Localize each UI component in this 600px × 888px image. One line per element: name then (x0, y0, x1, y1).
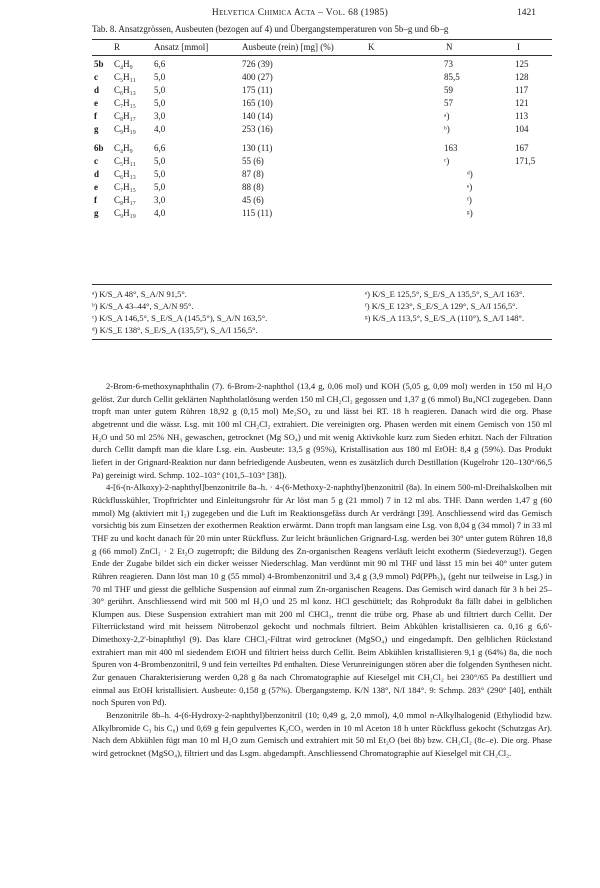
footnote: ᵍ) K/S_A 113,5°, S_E/S_A (110°), S_A/I 148°. (365, 313, 524, 323)
table-cell: 5,0 (154, 182, 166, 192)
table-cell: 4,0 (154, 124, 166, 134)
table-cell: C₆H₁₃ (114, 169, 136, 179)
col-header-n: N (446, 42, 453, 52)
body-text (92, 380, 552, 760)
table-cell: C₄H₉ (114, 59, 133, 69)
table-cell: 5,0 (154, 85, 166, 95)
table-caption: Tab. 8. Ansatzgrössen, Ausbeuten (bezogen auf 4) und Übergangstemperaturen von 5b–g und 6b–g (92, 24, 449, 34)
table-cell: 5,0 (154, 72, 166, 82)
table-cell: 5,0 (154, 156, 166, 166)
table-cell: 57 (444, 98, 453, 108)
table-row (92, 168, 552, 181)
table-cell: 253 (16) (242, 124, 273, 134)
table-cell: ᶠ) (467, 195, 472, 205)
table-cell: 73 (444, 59, 453, 69)
table-cell: e (94, 182, 98, 192)
table-cell: d (94, 169, 100, 179)
table-cell: c (94, 72, 98, 82)
table-cell: 6,6 (154, 143, 166, 153)
table-cell: ᵃ) (444, 111, 450, 121)
table-cell: C₈H₁₇ (114, 111, 136, 121)
footnote: ᵈ) K/S_E 138°, S_E/S_A (135,5°), S_A/I 156,5°. (92, 325, 258, 335)
table-cell: 5,0 (154, 169, 166, 179)
table-cell: 104 (515, 124, 529, 134)
table-row (92, 207, 552, 220)
table-cell: 165 (10) (242, 98, 273, 108)
table-row (92, 155, 552, 168)
paragraph-benzonitrile-8b-h: Benzonitrile 8b–h. 4-(6-Hydroxy-2-naphthyl)benzonitril (10; 0,49 g, 2,0 mmol), 4,0 mmol n-Alkylhalogenid (Ethyliodid bzw. Alkylbromide C₃ bis C₈) und 0,69 g fein gepulvertes K₂CO₃ werden in 10 ml Aceton 18 h unter Rückfluss gekocht (Schutzgas Ar). Nach dem Abkühlen fügt man 10 ml H₂O zum Gemisch und extrahiert mit 50 ml Et₂O (bei 8b) bzw. CH₂Cl₂ (8c–e). Die org. Phase wird getrocknet (MgSO₄), filtriert und das Lsgm. abgedampft. Anschliessend Chromatographie auf Kieselgel mit CH₂Cl₂. (92, 710, 552, 759)
paragraph-benzonitrile-8a: 4-[6-(n-Alkoxy)-2-naphthyl]benzonitrile 8a–h. · 4-(6-Methoxy-2-naphthyl)benzonitril (8a). In einem 500-ml-Dreihalskolben mit Rückflusskühler, Tropftrichter und Einleitungsrohr für Ar löst man 5 g (21 mmol) 7 in 12 ml abs. THF. Dann werden 1,47 g (60 mmol) Mg (aktiviert mit I₂) zugegeben und die Luft im Reaktionsgefäss durch Ar verdrängt [39]. Anschliessend wird das Gemisch vorsichtig bis zum Einsetzen der exothermen Reaktion erwärmt. Dann tropft man langsam eine Lsg. von 8,04 g (34 mmol) 7 in 33 ml THF zu und kocht danach für 20 min unter Rückfluss. Zur leicht bräunlichen Grignard-Lsg. werden bei 30° unter gutem Rühren 18,8 g (66 mmol) ZnCl₂ · 2 Et₂O zugetropft; die Bildung des Zn-organischen Reagens verläuft leicht exotherm (Siedeverzug!). Gegen Ende der Zugabe bildet sich ein dicker weisser Niederschlag. Man verdünnt mit 90 ml THF und lässt 15 min bei 40° unter gutem Rühren reagieren. Dann löst man 10 g (55 mmol) 4-Brombenzonitril und 3,4 g (3,9 mmol) Pd(PPh₃)₄ (geht nur teilweise in Lsg.) in 70 ml THF und giesst die gelbliche Suspension auf einmal zum Zn-organischen Reagens. Das Gemisch wird danach für 3 h bei 25–30° gerührt. Anschliessend wird mit 500 ml H₂O und 25 ml konz. HCl geschüttelt; das Rohprodukt 8a fällt dabei in gelblichen Klumpen aus. Diese Suspension extrahiert man mit 200 ml CHCl₃, trennt die trübe org. Phase ab und filtriert durch Cellit. Der Filterrückstand wird mit heissem Nitrobenzol gekocht und nochmals filtriert. Beim Abkühlen kristallisieren ca. 0,16 g 6,6'-Dimethoxy-2,2'-binaphthyl (9). Das klare CHCl₃-Filtrat wird getrocknet (MgSO₄) und eingedampft. Den gelblichen Rückstand extrahiert man mit 400 ml siedendem EtOH und filtriert heiss durch Cellit. Beim Abkühlen kristallisieren 9,1 g (64%) 8a, die noch Spuren von 4-Brombenzonitril, 9 und fein verteiltes Pd enthalten. Diese Verunreinigungen stören aber die folgenden Synthesen nicht. Zur genauen Charakterisierung werden 0,28 g 8a nach Chromatographie auf Kieselgel mit CH₂Cl₂ bei 230°/65 Pa destilliert und einmal aus EtOH kristallisiert. Ausbeute: 0,158 g (57%). Übergangstemp. K/N 138°, N/I 184°. 9: Schmp. 283° (290° [40], enthält noch Spuren von Pd). (92, 482, 552, 708)
table-cell: 88 (8) (242, 182, 264, 192)
table-cell: 113 (515, 111, 529, 121)
table-cell: 171,5 (515, 156, 536, 166)
table-cell: 87 (8) (242, 169, 264, 179)
col-header-i: I (517, 42, 520, 52)
col-header-ansatz: Ansatz [mmol] (154, 42, 209, 52)
table-row (92, 84, 552, 97)
table-cell: 140 (14) (242, 111, 273, 121)
table-cell: ᵇ) (444, 124, 450, 134)
table-row (92, 123, 552, 136)
table-row (92, 58, 552, 71)
table-cell: e (94, 98, 98, 108)
table-cell: g (94, 124, 99, 134)
table-cell: 5,0 (154, 98, 166, 108)
table-cell: 3,0 (154, 195, 166, 205)
table-row (92, 181, 552, 194)
table-cell: 121 (515, 98, 529, 108)
table-cell: 5b (94, 59, 104, 69)
table-cell: f (94, 195, 97, 205)
table-rule-header (92, 55, 552, 56)
col-header-r: R (114, 42, 121, 52)
page-number: 1421 (517, 8, 536, 18)
table-cell: 3,0 (154, 111, 166, 121)
table-cell: 59 (444, 85, 453, 95)
table-cell: 117 (515, 85, 529, 95)
table-cell: 55 (6) (242, 156, 264, 166)
table-cell: ᵈ) (467, 169, 473, 179)
table-cell: f (94, 111, 97, 121)
table-cell: 167 (515, 143, 529, 153)
table-cell: 125 (515, 59, 529, 69)
table-cell: 6,6 (154, 59, 166, 69)
footnote: ᶜ) K/S_A 146,5°, S_E/S_A (145,5°), S_A/N 163,5°. (92, 313, 268, 323)
table-cell: C₆H₁₃ (114, 85, 136, 95)
footnote: ᶠ) K/S_E 123°, S_E/S_A 129°, S_A/I 156,5°. (365, 301, 518, 311)
table-cell: 4,0 (154, 208, 166, 218)
table-cell: 130 (11) (242, 143, 273, 153)
paragraph-bromide: 2-Brom-6-methoxynaphthalin (7). 6-Brom-2-naphthol (13,4 g, 0,06 mol) und KOH (5,05 g, 0,09 mol) werden in 150 ml H₂O gelöst. Zur durch Cellit geklärten Naphtholatlösung werden 150 ml CH₂Cl₂ gegossen und 1,37 g (6 mmol) Bu₄NCl zugegeben. Dann tropft man unter gutem Rühren 18,92 g (0,15 mol) Me₂SO₄ zu und lässt bei RT. 18 h reagieren. Danach wird die org. Phase abgetrennt und die wässr. Lsg. mit 100 ml CH₂Cl₂ extrahiert. Die vereinigten org. Phasen werden mit einem Gemisch von 150 ml H₂O und 50 ml 25% NH₃ gewaschen, getrocknet (Mg SO₄) und mit wenig Aktivkohle kurz zum Sieden erhitzt. Nach der Filtration durch Cellit dampft man die klare Lsg. ein. Ausbeute: 13,5 g (95%), Kristallisation aus 180 ml EtOH: 8,4 g (59%). Das Produkt liefert in der Grignard-Reaktion nur dann befriedigende Ausbeuten, wenn es zusätzlich durch Destillation (Kugelrohr 120–130°/66,5 Pa) gereinigt wird. Schmp. 102–103° (101,5–103° [38]). (92, 381, 552, 480)
table-row (92, 110, 552, 123)
footnote: ᵉ) K/S_E 125,5°, S_E/S_A 135,5°, S_A/I 163°. (365, 289, 525, 299)
table-rule-bottom (92, 284, 552, 285)
table-row (92, 142, 552, 155)
footnote: ᵃ) K/S_A 48°, S_A/N 91,5°. (92, 289, 187, 299)
table-cell: 115 (11) (242, 208, 273, 218)
table-cell: 175 (11) (242, 85, 273, 95)
table-rule-end (92, 339, 552, 340)
table-cell: 128 (515, 72, 529, 82)
table-cell: C₄H₉ (114, 143, 133, 153)
table-cell: 163 (444, 143, 458, 153)
table-cell: C₅H₁₁ (114, 72, 136, 82)
table-cell: 85,5 (444, 72, 460, 82)
table-header-row (92, 41, 552, 54)
table-cell: C₇H₁₅ (114, 98, 136, 108)
table-cell: g (94, 208, 99, 218)
table-cell: c (94, 156, 98, 166)
table-row (92, 194, 552, 207)
table-cell: C₈H₁₇ (114, 195, 136, 205)
footnote: ᵇ) K/S_A 43–44°, S_A/N 95°. (92, 301, 194, 311)
table-cell: C₉H₁₉ (114, 208, 136, 218)
table-cell: C₇H₁₅ (114, 182, 136, 192)
journal-title: Helvetica Chimica Acta – Vol. 68 (1985) (211, 8, 389, 18)
col-header-k: K (368, 42, 375, 52)
table-cell: 726 (39) (242, 59, 273, 69)
table-cell: C₅H₁₁ (114, 156, 136, 166)
table-row (92, 97, 552, 110)
table-cell: 6b (94, 143, 104, 153)
table-cell: 45 (6) (242, 195, 264, 205)
table-cell: ᵉ) (467, 182, 473, 192)
table-cell: C₉H₁₉ (114, 124, 136, 134)
table-cell: 400 (27) (242, 72, 273, 82)
table-cell: d (94, 85, 100, 95)
table-cell: ᵍ) (467, 208, 473, 218)
table-rule-top (92, 39, 552, 40)
table-row (92, 71, 552, 84)
table-cell: ᶜ) (444, 156, 450, 166)
col-header-ausbeute: Ausbeute (rein) [mg] (%) (242, 42, 334, 52)
